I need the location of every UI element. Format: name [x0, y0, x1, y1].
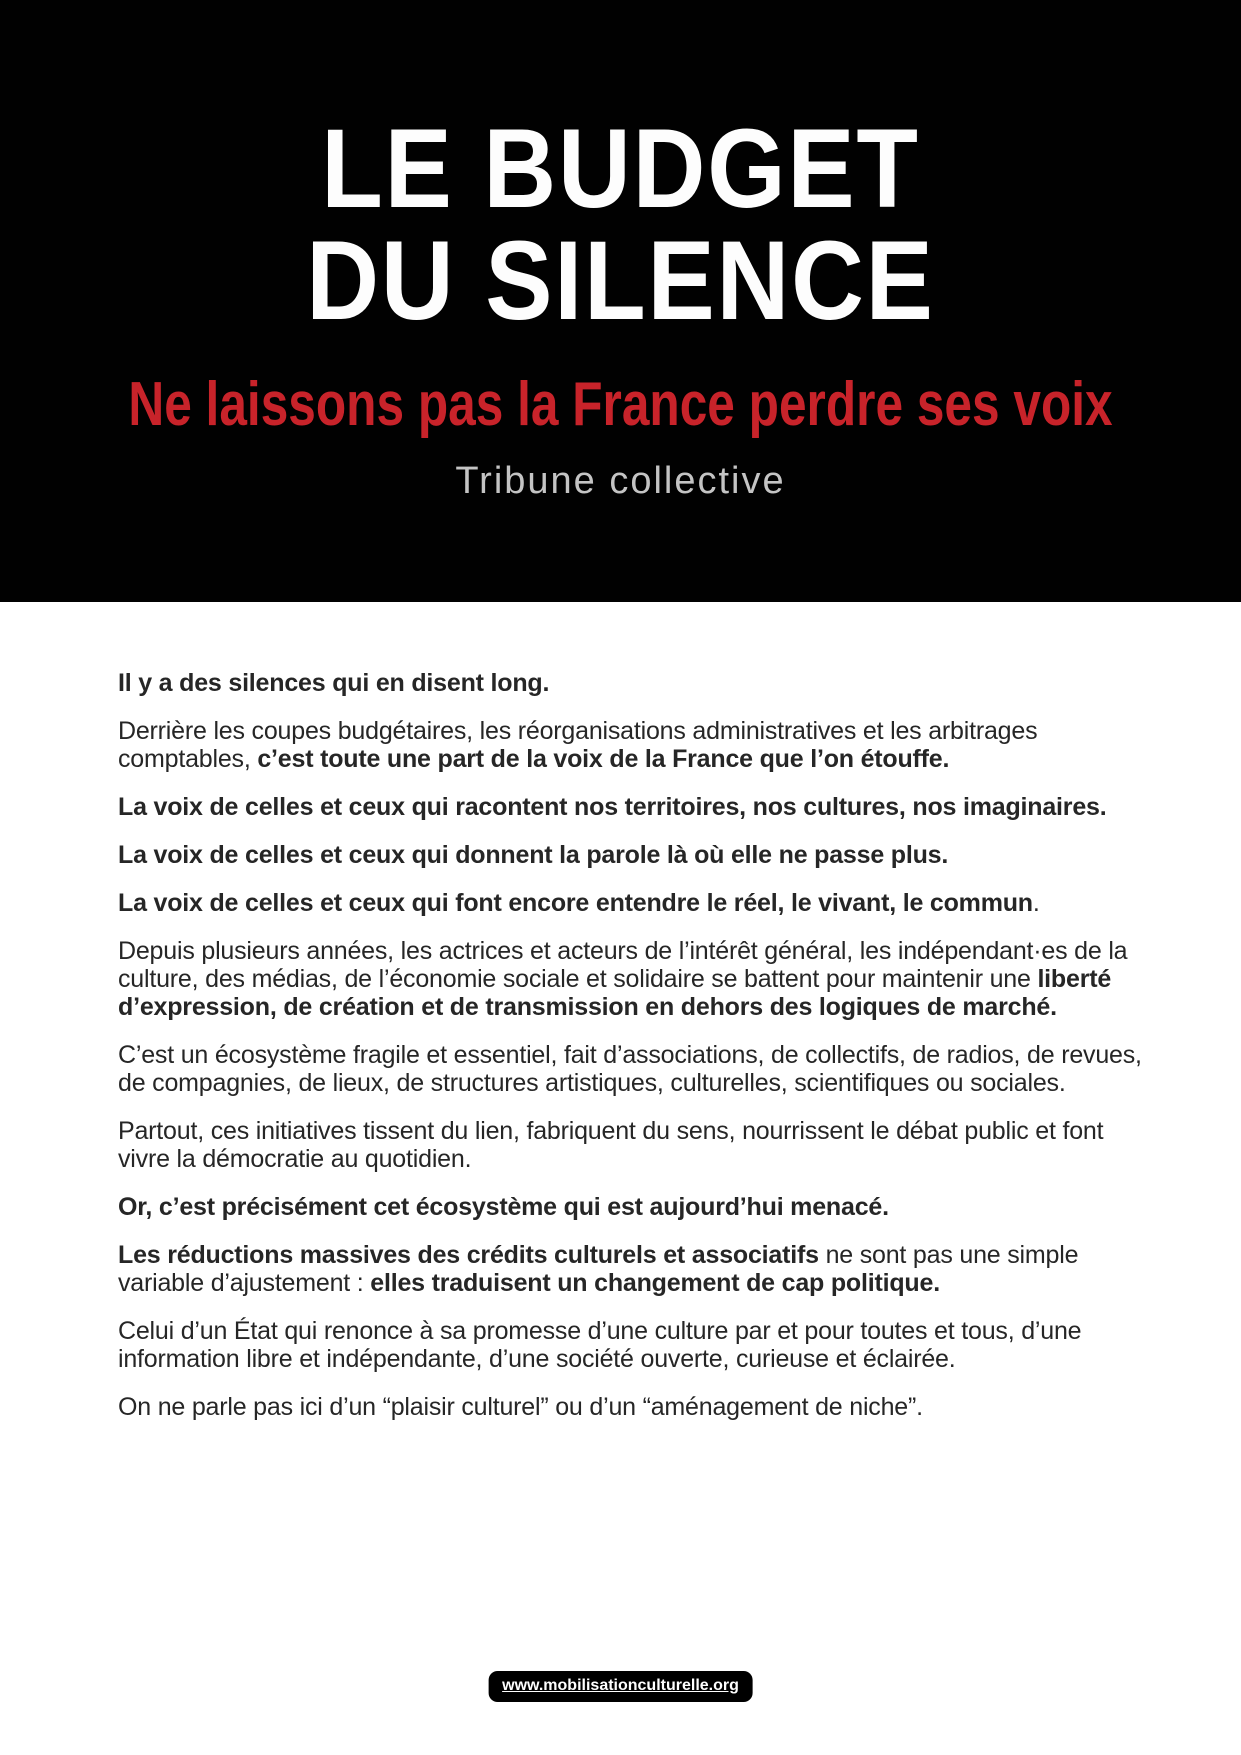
- tagline: Tribune collective: [455, 460, 786, 502]
- paragraph: [118, 1193, 1151, 1221]
- website-link[interactable]: www.mobilisationculturelle.org: [488, 1671, 753, 1702]
- text-run: .: [1032, 889, 1040, 917]
- paragraph: [118, 937, 1151, 1021]
- paragraph: [118, 717, 1151, 773]
- text-run: Derrière les coupes budgétaires, les réorganisations administratives et les arbitrages comptables,: [118, 717, 1038, 773]
- paragraph: [118, 841, 1151, 869]
- text-run: Celui d’un État qui renonce à sa promesse d’une culture par et pour toutes et tous, d’une information libre et indépendante, d’une société ouverte, curieuse et éclairée.: [118, 1317, 1082, 1373]
- bold-text-run: La voix de celles et ceux qui donnent la parole là où elle ne passe plus.: [118, 841, 949, 869]
- subtitle: Ne laissons pas la France perdre ses voix: [128, 370, 1113, 439]
- text-run: ne sont pas une simple variable d’ajustement :: [118, 1241, 1079, 1297]
- paragraph: [118, 1241, 1151, 1297]
- paragraph: [118, 1041, 1151, 1097]
- paragraph: [118, 1117, 1151, 1173]
- hero-header: [0, 0, 1241, 602]
- bold-text-run: La voix de celles et ceux qui racontent nos territoires, nos cultures, nos imaginaires.: [118, 793, 1107, 821]
- page-title-line-1: LE BUDGET: [321, 106, 920, 231]
- text-run: C’est un écosystème fragile et essentiel, fait d’associations, de collectifs, de radios, de revues, de compagnies, de lieux, de structures artistiques, culturelles, scientifiques ou sociales.: [118, 1041, 1142, 1097]
- paragraph: [118, 1393, 1151, 1421]
- bold-text-run: elles traduisent un changement de cap politique.: [370, 1269, 940, 1297]
- bold-text-run: Il y a des silences qui en disent long.: [118, 669, 550, 697]
- bold-text-run: La voix de celles et ceux qui font encore entendre le réel, le vivant, le commun: [118, 889, 1033, 917]
- bold-text-run: liberté d’expression, de création et de transmission en dehors des logiques de marché.: [118, 965, 1112, 1021]
- bold-text-run: Or, c’est précisément cet écosystème qui est aujourd’hui menacé.: [118, 1193, 889, 1221]
- paragraph: [118, 793, 1151, 821]
- paragraph: [118, 1317, 1151, 1373]
- text-run: Depuis plusieurs années, les actrices et acteurs de l’intérêt général, les indépendant·es de la culture, des médias, de l’économie sociale et solidaire se battent pour maintenir une: [118, 937, 1128, 993]
- bold-text-run: Les réductions massives des crédits culturels et associatifs: [118, 1241, 819, 1269]
- bold-text-run: c’est toute une part de la voix de la France que l’on étouffe.: [257, 745, 950, 773]
- text-run: On ne parle pas ici d’un “plaisir culturel” ou d’un “aménagement de niche”.: [118, 1393, 923, 1421]
- article-body: [0, 602, 1241, 1421]
- paragraph: [118, 889, 1151, 917]
- page-title-line-2: DU SILENCE: [306, 218, 935, 343]
- text-run: Partout, ces initiatives tissent du lien, fabriquent du sens, nourrissent le débat public et font vivre la démocratie au quotidien.: [118, 1117, 1104, 1173]
- paragraph: [118, 669, 1151, 697]
